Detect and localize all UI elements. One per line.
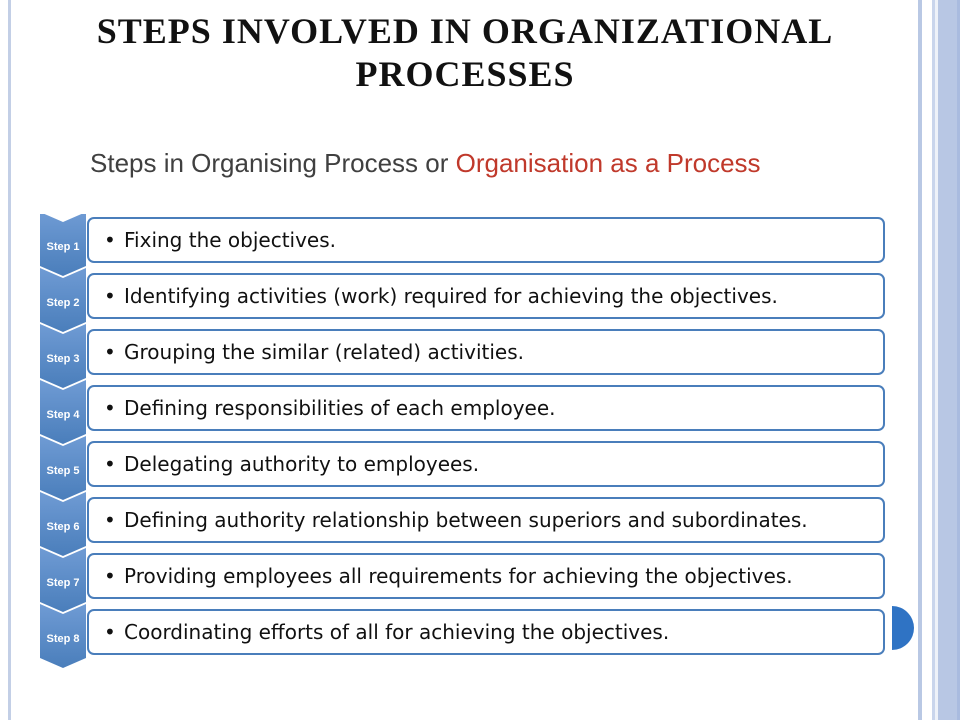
step-row <box>40 604 884 668</box>
step-label: Step 7 <box>46 577 80 589</box>
step-bullet: • <box>104 396 116 420</box>
step-row <box>40 324 884 388</box>
diagram-heading-or: or <box>425 148 456 178</box>
step-text: Fixing the objectives. <box>124 228 337 252</box>
slide-title-line2: PROCESSES <box>355 54 575 94</box>
step-text: Defining authority relationship between superiors and subordinates. <box>124 508 808 532</box>
step-text: Providing employees all requirements for achieving the objectives. <box>124 564 793 588</box>
diagram-heading-main: Steps in Organising Process <box>90 148 426 178</box>
slide-frame-right-band <box>932 0 960 720</box>
step-row <box>40 548 884 612</box>
decorative-circle <box>892 606 914 650</box>
step-row <box>40 492 884 556</box>
step-text: Identifying activities (work) required for achieving the objectives. <box>124 284 778 308</box>
step-bullet: • <box>104 340 116 364</box>
step-row <box>40 268 884 332</box>
step-bullet: • <box>104 620 116 644</box>
step-row <box>40 214 884 276</box>
step-bullet: • <box>104 452 116 476</box>
step-bullet: • <box>104 284 116 308</box>
slide-title <box>20 10 910 96</box>
organising-process-diagram <box>38 140 898 700</box>
slide-title-line1: STEPS INVOLVED IN ORGANIZATIONAL <box>96 11 834 51</box>
step-label: Step 2 <box>46 297 80 309</box>
step-label: Step 3 <box>46 353 80 365</box>
step-bullet: • <box>104 564 116 588</box>
step-text: Coordinating efforts of all for achieving the objectives. <box>124 620 670 644</box>
step-text: Defining responsibilities of each employee. <box>124 396 556 420</box>
diagram-heading <box>90 148 761 179</box>
slide-frame-left <box>8 0 11 720</box>
step-row <box>40 380 884 444</box>
steps-list <box>38 214 898 694</box>
step-label: Step 5 <box>46 465 80 477</box>
step-bullet: • <box>104 228 116 252</box>
step-bullet: • <box>104 508 116 532</box>
step-label: Step 6 <box>46 521 80 533</box>
step-text: Delegating authority to employees. <box>124 452 480 476</box>
step-text: Grouping the similar (related) activities. <box>124 340 524 364</box>
step-label: Step 8 <box>46 633 80 645</box>
step-label: Step 4 <box>46 409 80 421</box>
diagram-heading-accent: Organisation as a Process <box>455 148 761 178</box>
step-label: Step 1 <box>46 241 80 253</box>
slide-frame-right-line <box>918 0 922 720</box>
step-row <box>40 436 884 500</box>
